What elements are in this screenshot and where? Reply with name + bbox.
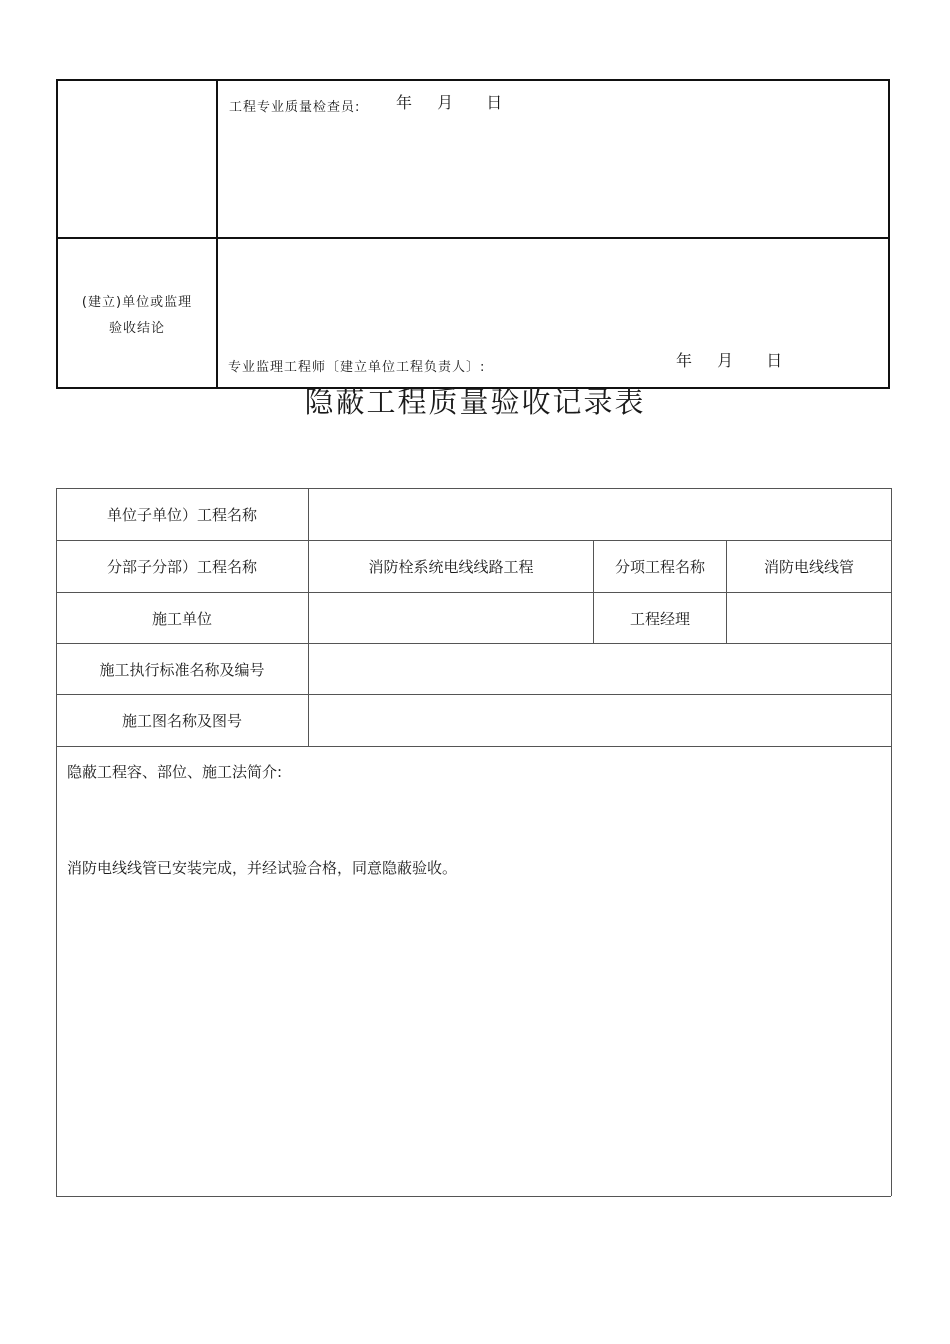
project-manager-label: 工程经理 xyxy=(629,609,690,628)
drawing-value xyxy=(309,695,891,746)
project-manager-value xyxy=(727,593,891,643)
top-form-border-middle xyxy=(56,237,890,239)
standard-label: 施工执行标准名称及编号 xyxy=(99,660,265,679)
description-label: 隐蔽工程容、部位、施工法简介: xyxy=(67,763,283,781)
inspector-date xyxy=(396,90,502,113)
top-form-border-left xyxy=(56,79,58,389)
supervisor-date-month: 月 xyxy=(717,351,734,370)
inspector-date-day: 日 xyxy=(486,93,503,112)
inspector-date-month: 月 xyxy=(437,93,454,112)
supervision-label-line2: 验收结论 xyxy=(108,321,165,336)
description-text: 消防电线线管已安装完成，并经试验合格，同意隐蔽验收。 xyxy=(67,859,458,877)
unit-project-name-label: 单位子单位）工程名称 xyxy=(106,506,257,524)
top-form-border-right xyxy=(888,79,890,389)
construction-unit-value xyxy=(309,593,593,643)
drawing-label: 施工图名称及图号 xyxy=(121,712,242,730)
record-title: 隐蔽工程质量验收记录表 xyxy=(304,385,646,419)
table-line-h5 xyxy=(56,746,891,747)
table-line-h6 xyxy=(56,1196,891,1197)
supervision-label-line1: (建立)单位或监理 xyxy=(81,295,193,310)
item-project-name-label: 分项工程名称 xyxy=(614,558,705,576)
supervisor-date-day: 日 xyxy=(766,351,783,370)
top-form-border-divider xyxy=(216,79,218,389)
inspector-date-year: 年 xyxy=(396,93,413,112)
supervisor-label: 专业监理工程师〔建立单位工程负责人〕: xyxy=(228,360,486,375)
top-form-border-top xyxy=(56,79,890,81)
standard-value xyxy=(309,644,891,694)
supervisor-date xyxy=(676,348,782,371)
supervisor-date-year: 年 xyxy=(676,351,693,370)
sub-project-name-label: 分部子分部）工程名称 xyxy=(106,558,257,576)
construction-unit-label: 施工单位 xyxy=(151,609,212,628)
sub-project-name-value: 消防栓系统电线线路工程 xyxy=(368,558,534,576)
item-project-name-value: 消防电线线管 xyxy=(763,558,854,576)
inspector-label: 工程专业质量检查员: xyxy=(229,100,361,115)
table-line-v-right xyxy=(891,488,892,1196)
unit-project-name-value xyxy=(309,489,891,540)
